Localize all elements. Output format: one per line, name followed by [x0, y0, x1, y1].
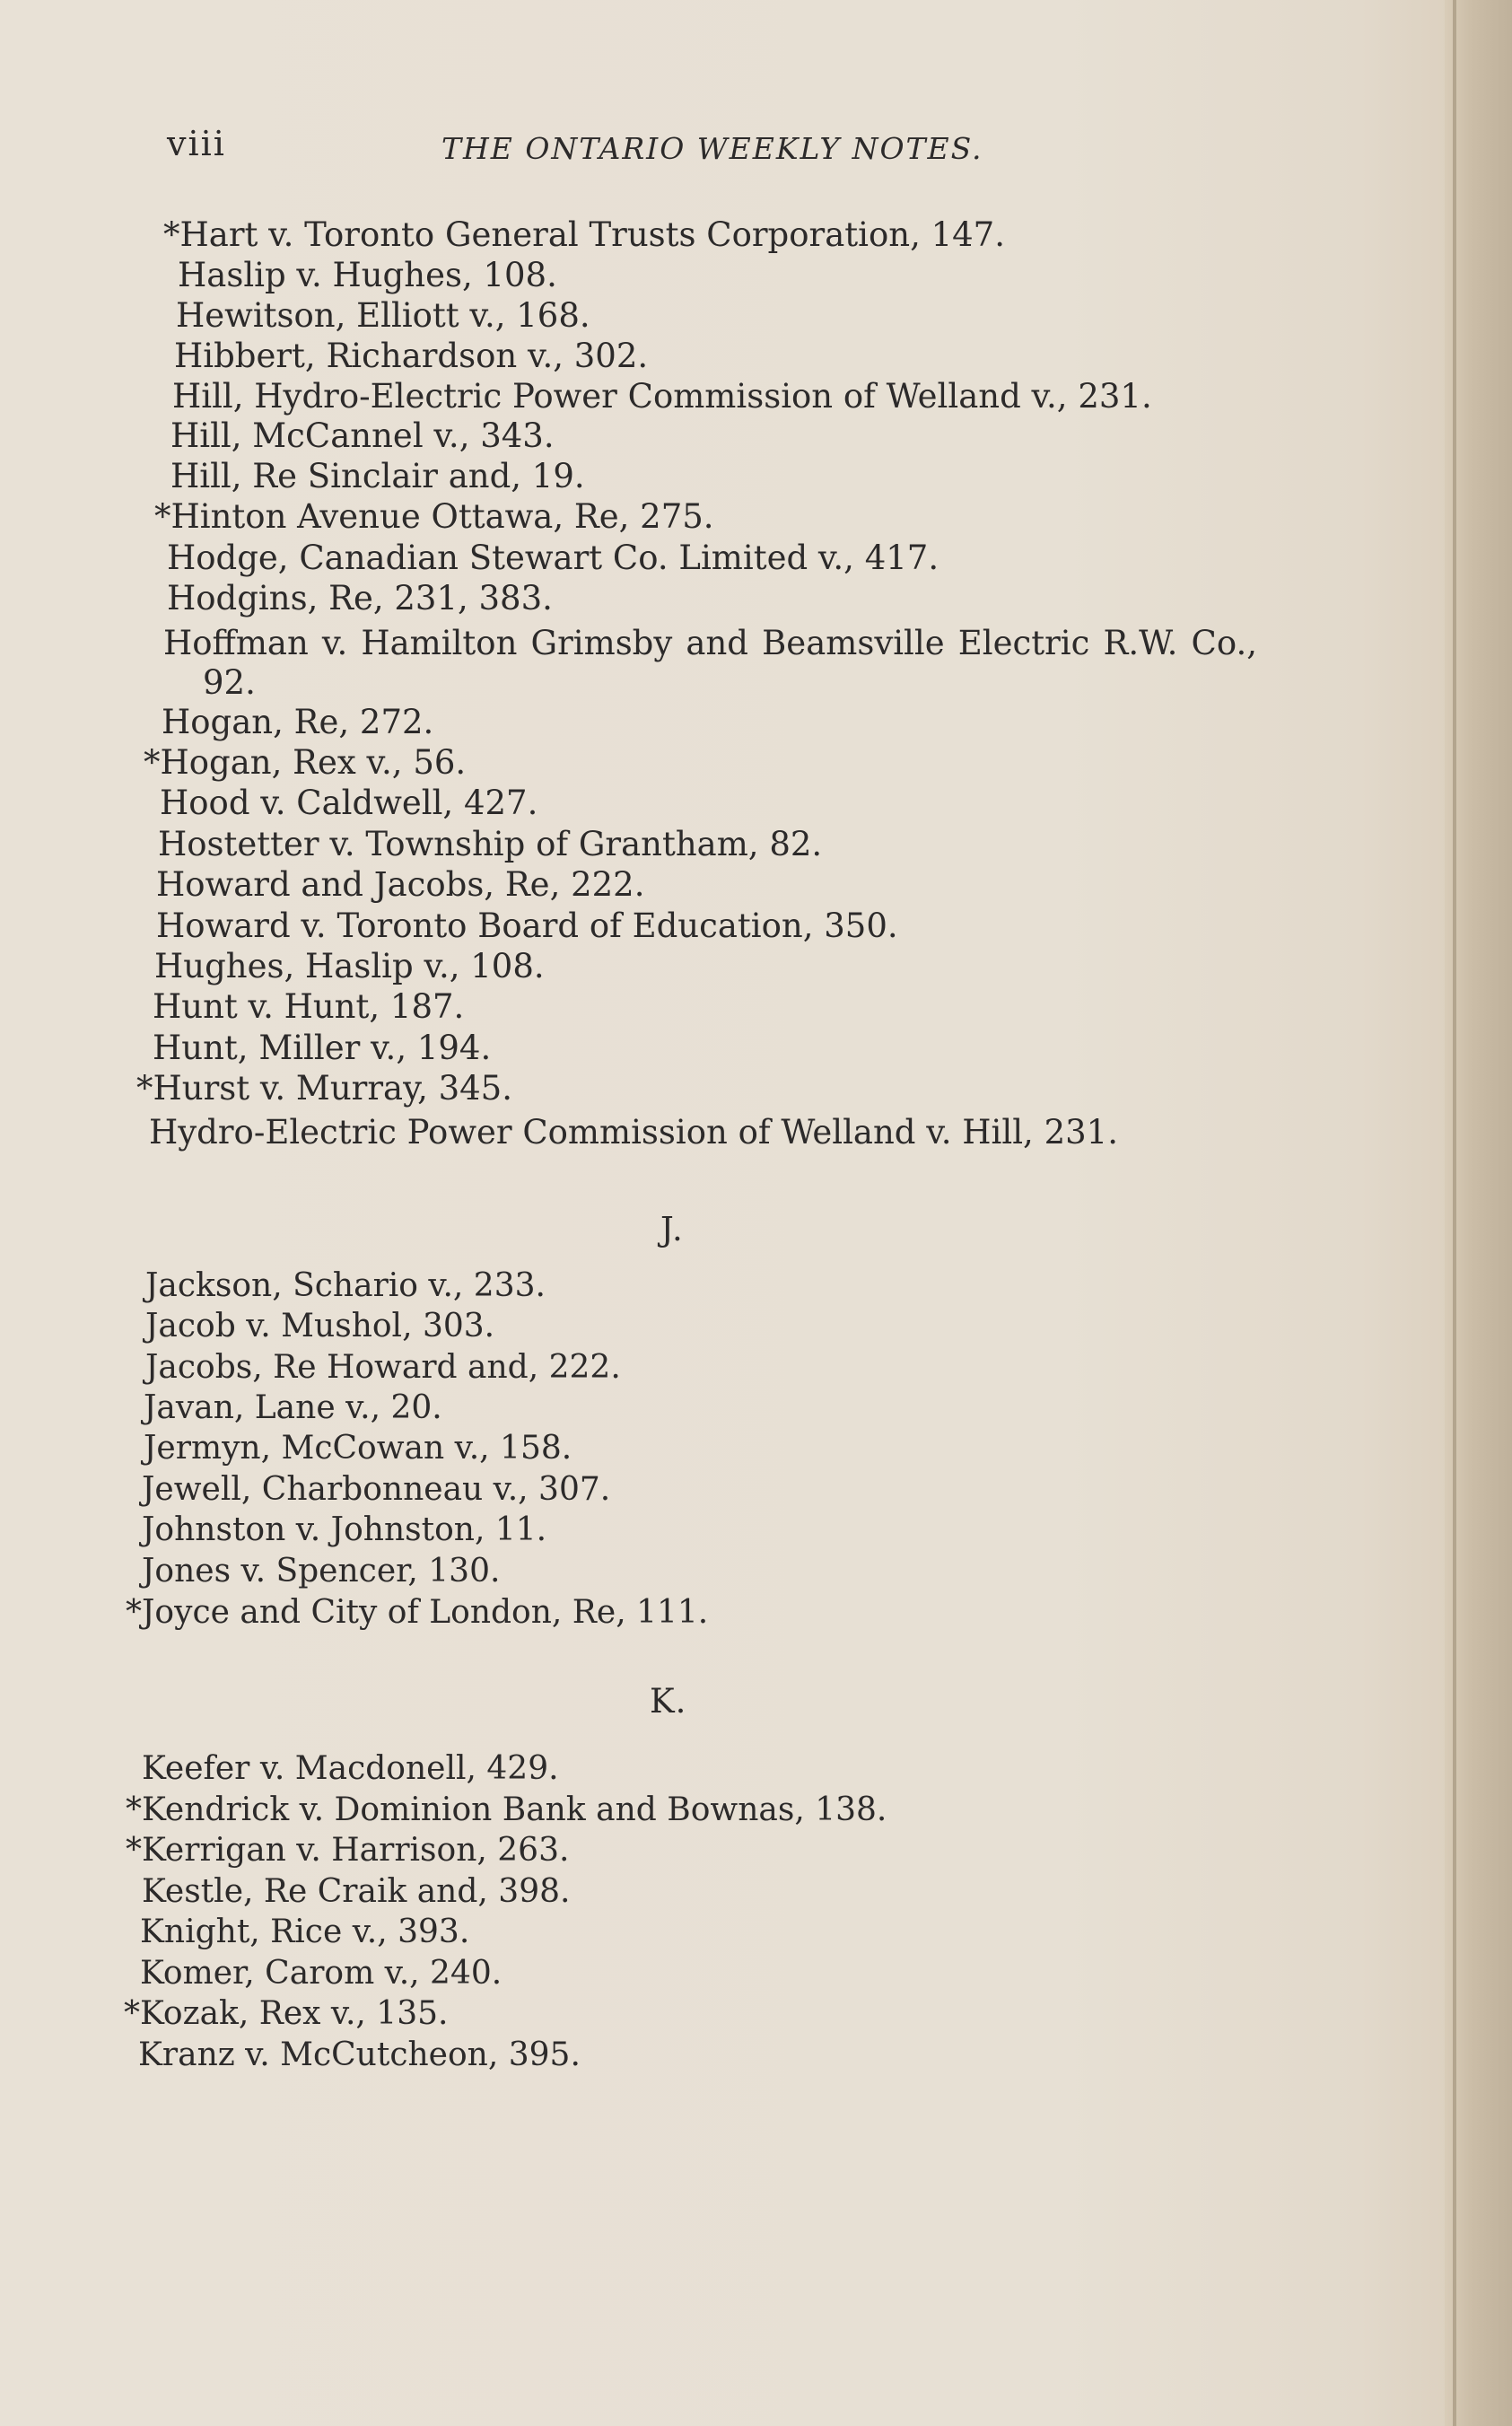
page-header	[167, 124, 1289, 178]
index-entry: *Kozak, Rex v., 135.	[124, 1995, 449, 2032]
index-entry: Jacob v. Mushol, 303.	[145, 1308, 495, 1344]
index-entry: Hunt v. Hunt, 187.	[153, 987, 465, 1026]
index-entry: Hunt, Miller v., 194.	[153, 1029, 492, 1067]
index-entry: Hill, Re Sinclair and, 19.	[170, 457, 585, 495]
index-entry: Jackson, Schario v., 233.	[145, 1267, 546, 1304]
index-entry: Knight, Rice v., 393.	[140, 1914, 470, 1950]
index-entry: Howard v. Toronto Board of Education, 350.	[156, 906, 898, 945]
index-entry: *Hurst v. Murray, 345.	[136, 1069, 512, 1108]
index-entry: Hill, Hydro-Electric Power Commission of Welland v., 231.	[172, 377, 1152, 416]
index-entry: Hoffman v. Hamilton Grimsby and Beamsville Electric R.W. Co., 92.	[163, 624, 1257, 702]
index-entry: Hodgins, Re, 231, 383.	[167, 579, 553, 617]
index-entry: Haslip v. Hughes, 108.	[178, 256, 557, 294]
index-entry: Komer, Carom v., 240.	[140, 1955, 503, 1992]
index-entry: Jacobs, Re Howard and, 222.	[145, 1349, 621, 1386]
index-entry: Hill, McCannel v., 343.	[170, 416, 555, 455]
index-entry: Jones v. Spencer, 130.	[142, 1553, 501, 1590]
index-entry: Hydro-Electric Power Commission of Welland v. Hill, 231.	[149, 1113, 1118, 1152]
page-number: viii	[167, 124, 226, 163]
index-entry: Kranz v. McCutcheon, 395.	[138, 2036, 581, 2073]
index-entry: Kestle, Re Craik and, 398.	[142, 1873, 571, 1910]
index-entry: *Hart v. Toronto General Trusts Corporation, 147.	[163, 215, 1005, 254]
section-letter-j: J.	[660, 1210, 684, 1248]
index-entry: *Hogan, Rex v., 56.	[144, 743, 467, 782]
index-entry: *Kendrick v. Dominion Bank and Bownas, 138.	[126, 1791, 887, 1828]
running-title: THE ONTARIO WEEKLY NOTES.	[441, 131, 983, 166]
index-entry: *Kerrigan v. Harrison, 263.	[126, 1832, 570, 1869]
index-entry: Hibbert, Richardson v., 302.	[174, 337, 649, 375]
index-entry: Johnston v. Johnston, 11.	[142, 1511, 547, 1548]
index-entry: Keefer v. Macdonell, 429.	[142, 1750, 559, 1787]
index-entry: Javan, Lane v., 20.	[144, 1389, 442, 1426]
index-entry: Hood v. Caldwell, 427.	[160, 784, 538, 822]
index-entry: Howard and Jacobs, Re, 222.	[156, 865, 645, 904]
index-entry: *Hinton Avenue Ottawa, Re, 275.	[154, 497, 714, 536]
index-entry: Hewitson, Elliott v., 168.	[176, 296, 590, 335]
index-entry: Hodge, Canadian Stewart Co. Limited v., 417.	[167, 539, 940, 577]
index-entry: *Joyce and City of London, Re, 111.	[126, 1594, 709, 1631]
index-entry: Jewell, Charbonneau v., 307.	[142, 1471, 611, 1508]
page-edge	[1453, 0, 1456, 2426]
index-entry: Hostetter v. Township of Grantham, 82.	[158, 825, 823, 863]
index-entry: Hughes, Haslip v., 108.	[154, 947, 545, 985]
section-letter-k: K.	[650, 1682, 687, 1721]
index-entry: Hogan, Re, 272.	[162, 703, 434, 741]
index-entry: Jermyn, McCowan v., 158.	[144, 1430, 572, 1467]
